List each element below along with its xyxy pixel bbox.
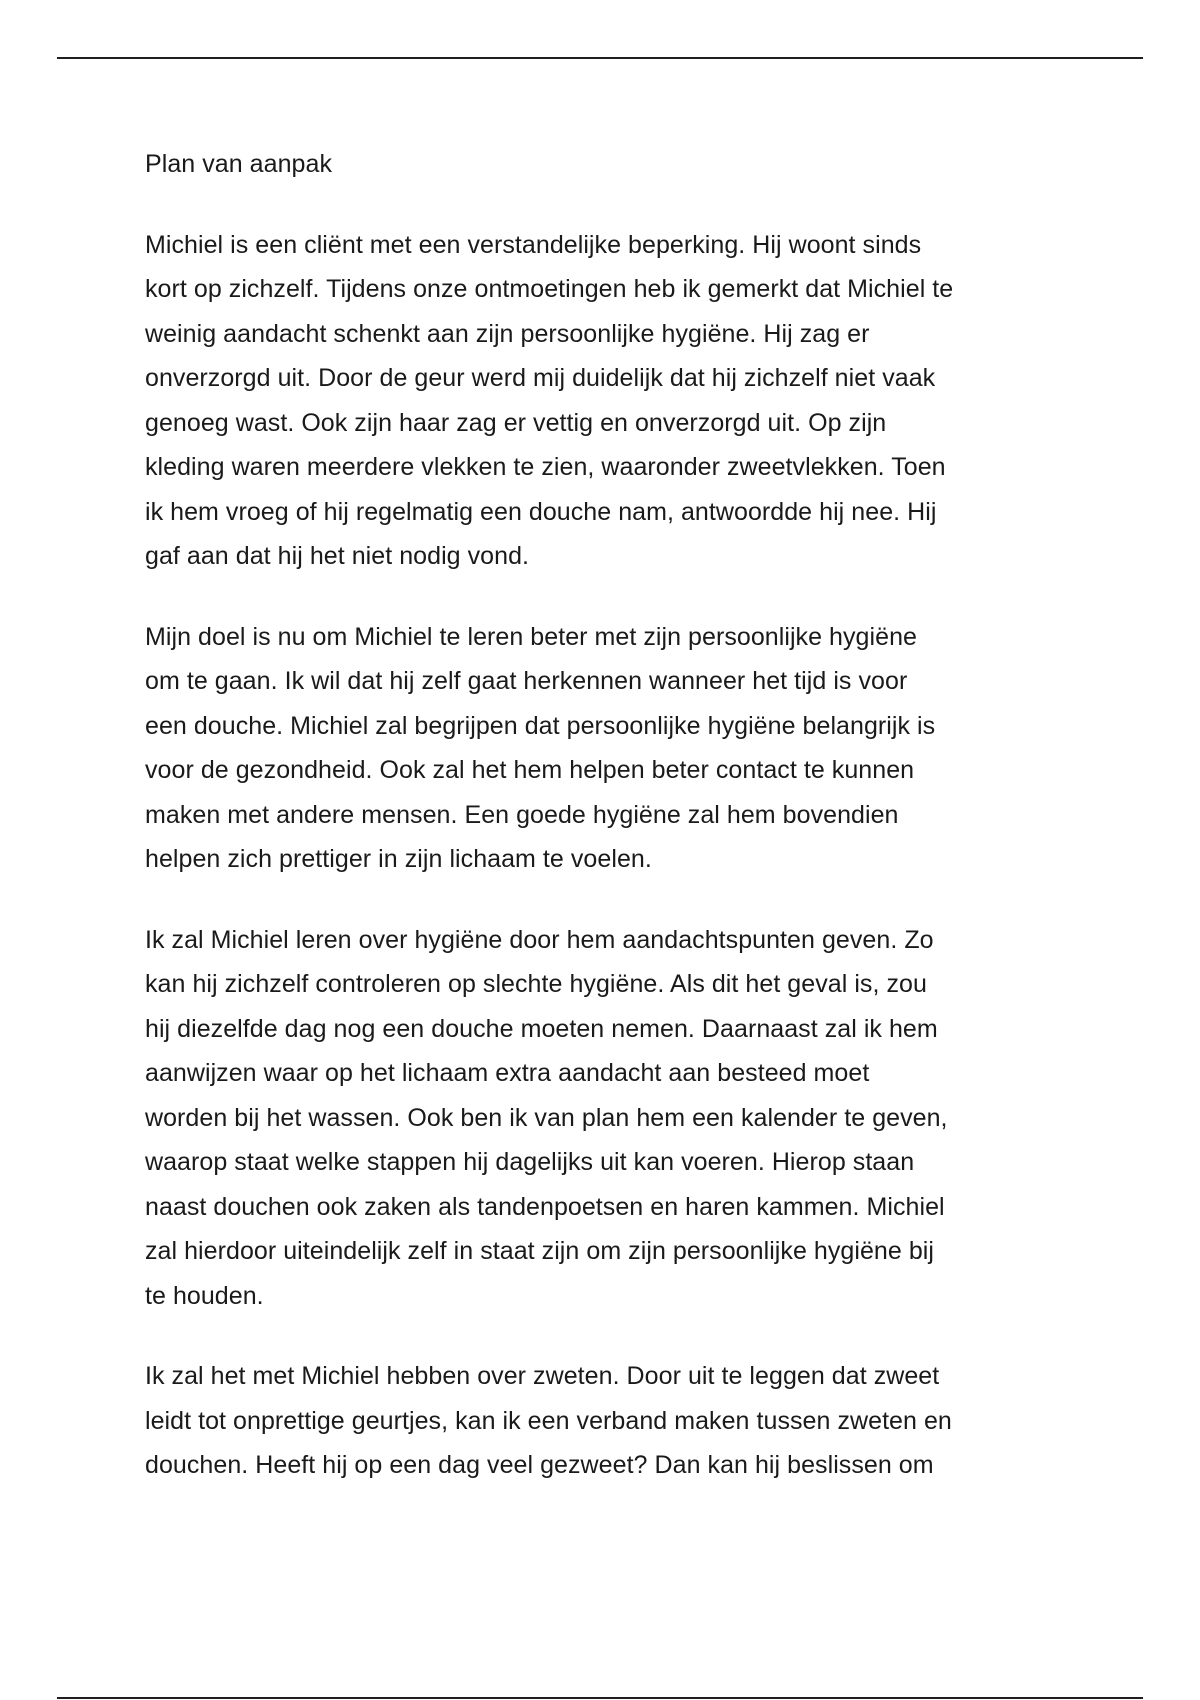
- paragraph-line: waarop staat welke stappen hij dagelijks uit kan voeren. Hierop staan: [145, 1148, 915, 1176]
- paragraph-line: naast douchen ook zaken als tandenpoetsen en haren kammen. Michiel: [145, 1192, 945, 1221]
- paragraph-4: [145, 1354, 1075, 1488]
- paragraph-line: kort op zichzelf. Tijdens onze ontmoetingen heb ik gemerkt dat Michiel te: [145, 275, 954, 303]
- paragraph-line: Michiel is een cliënt met een verstandelijke beperking. Hij woont sinds: [145, 230, 922, 259]
- paragraph-line: douchen. Heeft hij op een dag veel gezweet? Dan kan hij beslissen om: [145, 1451, 934, 1479]
- paragraph-line: maken met andere mensen. Een goede hygiëne zal hem bovendien: [145, 800, 899, 829]
- paragraph-line: aanwijzen waar op het lichaam extra aandacht aan besteed moet: [145, 1059, 870, 1087]
- paragraph-line: leidt tot onprettige geurtjes, kan ik een verband maken tussen zweten en: [145, 1406, 952, 1435]
- paragraph-line: voor de gezondheid. Ook zal het hem helpen beter contact te kunnen: [145, 756, 915, 784]
- paragraph-line: weinig aandacht schenkt aan zijn persoonlijke hygiëne. Hij zag er: [145, 319, 870, 348]
- document-title: Plan van aanpak: [145, 150, 333, 178]
- paragraph-2: [145, 615, 1075, 882]
- paragraph-line: om te gaan. Ik wil dat hij zelf gaat herkennen wanneer het tijd is voor: [145, 667, 908, 695]
- paragraph-line: zal hierdoor uiteindelijk zelf in staat zijn om zijn persoonlijke hygiëne bij: [145, 1237, 934, 1265]
- footer-rule: [57, 1697, 1143, 1699]
- paragraph-line: kan hij zichzelf controleren op slechte hygiëne. Als dit het geval is, zou: [145, 970, 927, 998]
- header-rule: [57, 57, 1143, 59]
- paragraph-line: hij diezelfde dag nog een douche moeten nemen. Daarnaast zal ik hem: [145, 1014, 938, 1043]
- paragraph-line: worden bij het wassen. Ook ben ik van plan hem een kalender te geven,: [145, 1103, 948, 1132]
- paragraph-line: Mijn doel is nu om Michiel te leren beter met zijn persoonlijke hygiëne: [145, 622, 917, 651]
- paragraph-line: kleding waren meerdere vlekken te zien, waaronder zweetvlekken. Toen: [145, 453, 946, 481]
- paragraph-1: [145, 223, 1075, 579]
- paragraph-line: ik hem vroeg of hij regelmatig een douche nam, antwoordde hij nee. Hij: [145, 497, 937, 526]
- paragraph-line: Ik zal Michiel leren over hygiëne door hem aandachtspunten geven. Zo: [145, 925, 934, 954]
- paragraph-3: [145, 918, 1075, 1319]
- paragraph-line: genoeg wast. Ook zijn haar zag er vettig en onverzorgd uit. Op zijn: [145, 408, 887, 437]
- paragraph-line: te houden.: [145, 1281, 264, 1310]
- paragraph-line: Ik zal het met Michiel hebben over zweten. Door uit te leggen dat zweet: [145, 1362, 940, 1390]
- paragraph-line: gaf aan dat hij het niet nodig vond.: [145, 542, 530, 570]
- document-body: [145, 142, 1075, 1524]
- paragraph-line: onverzorgd uit. Door de geur werd mij duidelijk dat hij zichzelf niet vaak: [145, 364, 936, 392]
- paragraph-line: helpen zich prettiger in zijn lichaam te voelen.: [145, 845, 652, 873]
- paragraph-line: een douche. Michiel zal begrijpen dat persoonlijke hygiëne belangrijk is: [145, 711, 936, 740]
